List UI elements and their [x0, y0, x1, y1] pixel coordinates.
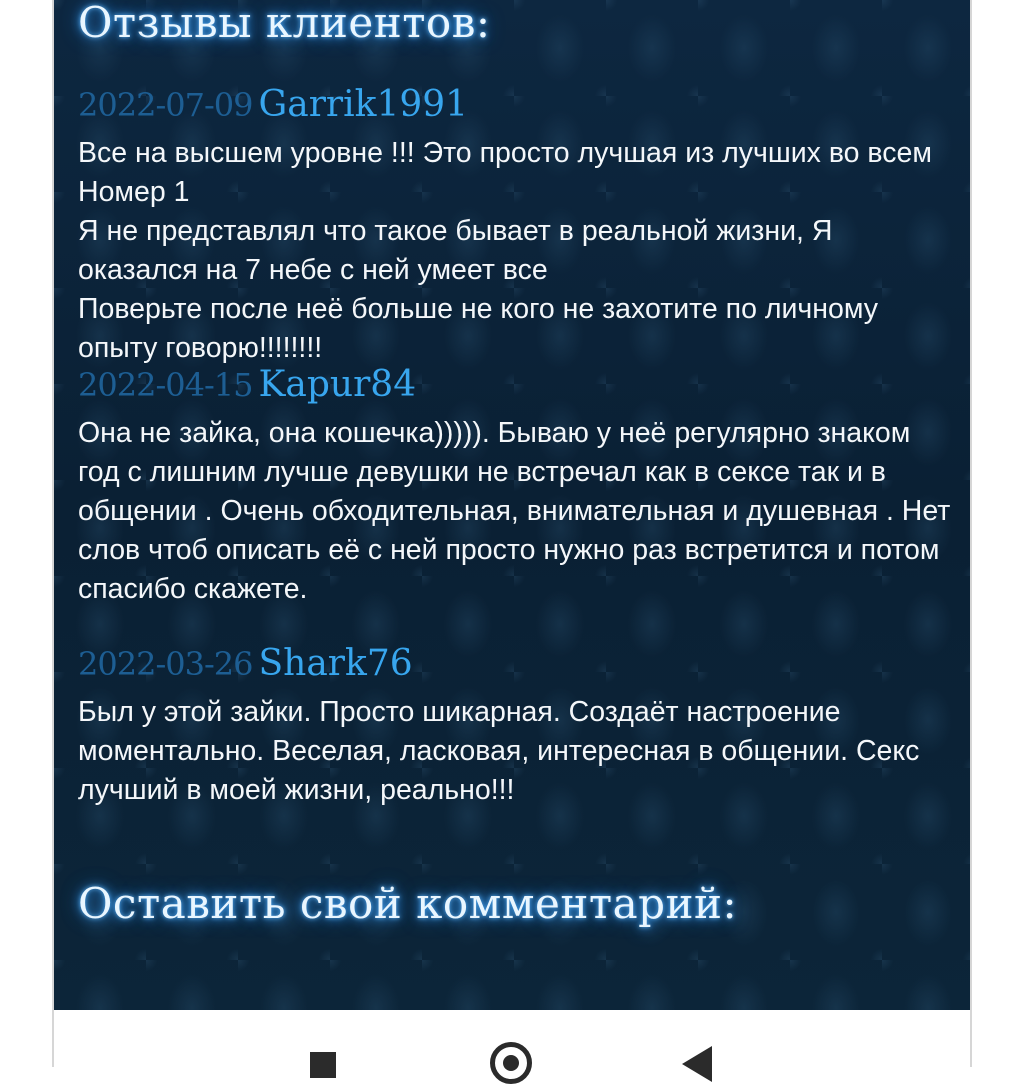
- review-author: Kapur84: [258, 364, 417, 405]
- page-content[interactable]: [54, 0, 970, 1010]
- review-text: Был у этой зайки. Просто шикарная. Создаёт настроение моментально. Веселая, ласковая, интересная в общении. Секс лучший в моей жизни, реально!!!: [78, 696, 920, 806]
- review-author: Garrik1991: [258, 84, 469, 125]
- recents-icon[interactable]: [310, 1052, 336, 1078]
- review-date: 2022-07-09: [78, 86, 253, 124]
- review-author: Shark76: [258, 643, 413, 684]
- review-text: Она не зайка, она кошечка))))). Бываю у неё регулярно знаком год с лишним лучше девушки не встречал как в сексе так и в общении . Очень обходительная, внимательная и душевная . Нет слов чтоб описать её с ней просто нужно раз встретится и потом спасибо скажете.: [78, 417, 951, 605]
- review-date: 2022-03-26: [78, 645, 253, 683]
- review-text: Все на высшем уровне !!! Это просто лучшая из лучших во всем Номер 1 Я не представлял что такое бывает в реальной жизни, Я оказался на 7 небе с ней умеет все Поверьте после неё больше не кого не захотите по личному опыту говорю!!!!!!!!: [78, 137, 932, 364]
- back-icon[interactable]: [682, 1046, 712, 1082]
- reviews-heading: Отзывы клиентов:: [78, 0, 491, 47]
- review-date: 2022-04-15: [78, 366, 253, 404]
- home-icon[interactable]: [490, 1042, 532, 1084]
- navigation-bar: [54, 1010, 970, 1067]
- screen-edge-right: [970, 0, 972, 1067]
- review-header: [78, 83, 468, 133]
- comment-heading: Оставить свой комментарий:: [78, 879, 738, 928]
- review-header: [78, 363, 416, 413]
- review-header: [78, 642, 413, 692]
